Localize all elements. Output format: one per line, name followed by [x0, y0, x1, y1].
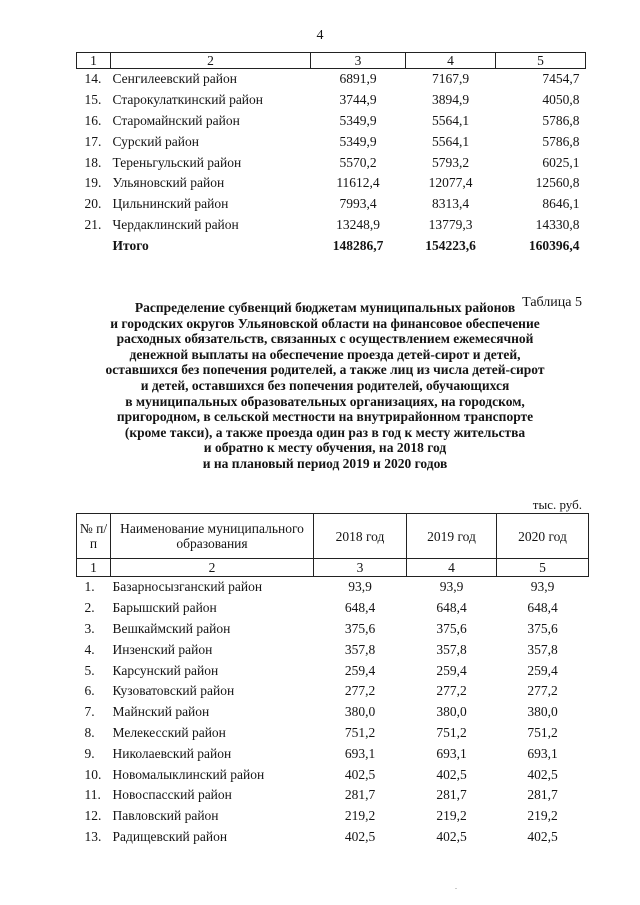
table-cell: Ульяновский район — [112, 175, 225, 191]
table-cell: Вешкаймский район — [112, 620, 231, 636]
table-cell: 21. — [84, 216, 102, 232]
table-cell: 148286,7 — [332, 237, 384, 253]
table-cell: 6025,1 — [542, 154, 580, 170]
column-number: 1 — [77, 559, 111, 577]
column-number: 5 — [496, 53, 586, 69]
table-cell: 7993,4 — [339, 196, 377, 212]
subvention-table — [76, 513, 589, 847]
table-cell: 7454,7 — [542, 71, 580, 87]
table-cell: 402,5 — [527, 766, 558, 782]
table-cell: 380,0 — [344, 704, 376, 720]
table-cell: 259,4 — [344, 662, 376, 678]
table-cell: 8313,4 — [431, 196, 470, 212]
table-cell: 277,2 — [344, 683, 376, 699]
table-cell: 17. — [84, 133, 102, 149]
title-line: денежной выплаты на обеспечение проезда детей-сирот и детей, — [129, 346, 521, 362]
table-cell: 13. — [84, 828, 102, 844]
column-number: 4 — [406, 53, 496, 69]
table-cell: 16. — [84, 112, 102, 128]
table-row — [77, 215, 586, 236]
table-cell: Итого — [112, 237, 149, 253]
table-cell: 4050,8 — [542, 92, 580, 108]
col-name-header: Наименование муниципального образования — [111, 514, 314, 559]
table-row — [77, 806, 589, 827]
table-cell: Мелекесский район — [112, 724, 226, 740]
table-cell: 648,4 — [344, 600, 376, 616]
table-cell: 3744,9 — [339, 92, 377, 108]
title-line: расходных обязательств, связанных с осуществлением ежемесячной — [116, 331, 534, 347]
table-cell: 277,2 — [436, 683, 467, 699]
table-cell: 693,1 — [436, 745, 467, 761]
title-line: (кроме такси), а также проезда один раз в год к месту жительства — [124, 424, 526, 440]
table-cell: 693,1 — [527, 745, 558, 761]
table-cell: 19. — [84, 175, 102, 191]
table-cell — [77, 235, 111, 256]
table-cell: 154223,6 — [425, 237, 476, 253]
table-label: Таблица 5 — [522, 295, 582, 310]
table-row — [77, 827, 589, 848]
table-cell: 259,4 — [527, 662, 558, 678]
table-row — [77, 660, 589, 681]
page-number: 4 — [316, 28, 324, 43]
table-row — [77, 785, 589, 806]
table-cell: 281,7 — [436, 787, 467, 803]
table-cell: 11612,4 — [336, 175, 380, 191]
table-row — [77, 743, 589, 764]
table-title — [60, 300, 590, 472]
table-cell: 1. — [84, 579, 95, 595]
table-cell: 380,0 — [436, 704, 467, 720]
table-cell: Карсунский район — [112, 662, 219, 678]
table-cell: 15. — [84, 92, 102, 108]
table-cell: Николаевский район — [112, 745, 232, 761]
table-cell: Барышский район — [112, 600, 217, 616]
table-cell: Чердаклинский район — [112, 216, 239, 232]
table-cell: 648,4 — [527, 600, 558, 616]
column-number: 3 — [314, 559, 407, 577]
title-line: и на плановый период 2019 и 2020 годов — [202, 455, 448, 471]
title-line: Распределение субвенций бюджетам муниципальных районов — [134, 300, 516, 315]
table-cell: 219,2 — [344, 808, 376, 824]
table-cell: 12077,4 — [428, 175, 473, 191]
col-2018-header: 2018 год — [314, 514, 407, 559]
title-line: и городских округов Ульяновской области на финансовое обеспечение — [110, 315, 540, 331]
table-cell: Павловский район — [112, 808, 219, 824]
table-cell: Старомайнский район — [112, 112, 240, 128]
title-line: в муниципальных образовательных организациях, на городском, — [125, 393, 525, 409]
table-cell: 402,5 — [344, 828, 376, 844]
table-row — [77, 598, 589, 619]
table-cell: 402,5 — [436, 828, 467, 844]
table-cell: 357,8 — [344, 641, 376, 657]
table-cell: 11. — [84, 787, 101, 803]
table-cell: 281,7 — [344, 787, 376, 803]
table-cell: 6. — [84, 683, 95, 699]
title-line: оставшихся без попечения родителей, а также лиц из числа детей-сирот — [105, 362, 545, 378]
table-cell: 219,2 — [527, 808, 558, 824]
table-row — [77, 619, 589, 640]
table-cell: 375,6 — [344, 620, 376, 636]
column-number: 5 — [497, 559, 589, 577]
table-cell: Тереньгульский район — [112, 154, 242, 170]
table-row — [77, 90, 586, 111]
table-row — [77, 152, 586, 173]
col-2020-header: 2020 год — [497, 514, 589, 559]
table-continued — [76, 52, 586, 256]
table-cell: 5564,1 — [431, 112, 470, 128]
column-number: 2 — [111, 559, 314, 577]
table-cell: Базарносызганский район — [112, 579, 263, 595]
total-row — [77, 235, 586, 256]
table-cell: 402,5 — [436, 766, 467, 782]
table-cell: 14. — [84, 71, 102, 87]
table-cell: 4. — [84, 641, 95, 657]
table-cell: 402,5 — [344, 766, 376, 782]
column-header-row — [77, 514, 589, 559]
table-cell: Кузоватовский район — [112, 683, 235, 699]
table-cell: 5793,2 — [431, 154, 470, 170]
table-row — [77, 577, 589, 598]
units-label: тыс. руб. — [532, 497, 582, 512]
table-cell: 9. — [84, 745, 95, 761]
column-number: 3 — [311, 53, 406, 69]
scan-mark: . — [455, 882, 457, 891]
column-number-row — [77, 53, 586, 69]
table-cell: 281,7 — [527, 787, 558, 803]
column-number: 2 — [111, 53, 311, 69]
table-cell: Новоспасский район — [112, 787, 232, 803]
table-cell: 13248,9 — [336, 216, 380, 232]
table-cell: 160396,4 — [528, 237, 580, 253]
table-cell: 5786,8 — [542, 133, 580, 149]
table-cell: 7167,9 — [431, 71, 470, 87]
table-cell: 693,1 — [344, 745, 376, 761]
title-line: и обратно к месту обучения, на 2018 год — [203, 440, 447, 456]
table-cell: 18. — [84, 154, 102, 170]
table-row — [77, 131, 586, 152]
table-cell: 93,9 — [530, 579, 555, 595]
table-row — [77, 639, 589, 660]
table-cell: 375,6 — [436, 620, 467, 636]
table-cell: 20. — [84, 196, 102, 212]
table-cell: 3. — [84, 620, 95, 636]
table-cell: 751,2 — [436, 724, 467, 740]
table-row — [77, 194, 586, 215]
table-cell: 5786,8 — [542, 112, 580, 128]
column-number: 4 — [407, 559, 497, 577]
table-cell: Сурский район — [112, 133, 199, 149]
table-row — [77, 69, 586, 90]
table-cell: 219,2 — [436, 808, 467, 824]
table-cell: 375,6 — [527, 620, 558, 636]
table-cell: Радищевский район — [112, 828, 228, 844]
table-cell: 93,9 — [439, 579, 464, 595]
table-cell: 357,8 — [527, 641, 558, 657]
table-cell: 5570,2 — [339, 154, 377, 170]
table-row — [77, 681, 589, 702]
table-cell: Майнский район — [112, 704, 210, 720]
table-cell: 8646,1 — [542, 196, 580, 212]
table-cell: 751,2 — [527, 724, 558, 740]
table-cell: 648,4 — [436, 600, 467, 616]
table-cell: 277,2 — [527, 683, 558, 699]
table-cell: 380,0 — [527, 704, 558, 720]
table-cell: 402,5 — [527, 828, 558, 844]
table-cell: 5349,9 — [339, 133, 377, 149]
table-cell: 14330,8 — [535, 216, 580, 232]
table-cell: 2. — [84, 600, 95, 616]
table-cell: Инзенский район — [112, 641, 213, 657]
table-cell: 5564,1 — [431, 133, 470, 149]
table-row — [77, 764, 589, 785]
title-line: пригородном, в сельской местности на внутрирайонном транспорте — [116, 409, 534, 425]
table-row — [77, 702, 589, 723]
table-cell: 259,4 — [436, 662, 467, 678]
table-cell: Сенгилеевский район — [112, 71, 237, 87]
table-cell: 12. — [84, 808, 102, 824]
table-cell: 7. — [84, 704, 95, 720]
col-2019-header: 2019 год — [407, 514, 497, 559]
table-cell: 357,8 — [436, 641, 467, 657]
table-cell: 6891,9 — [339, 71, 377, 87]
table-cell: 93,9 — [348, 579, 372, 595]
column-number: 1 — [77, 53, 111, 69]
table-cell: 13779,3 — [428, 216, 473, 232]
table-cell: Новомалыклинский район — [112, 766, 265, 782]
table-cell: 3894,9 — [431, 92, 470, 108]
table-cell: Цильнинский район — [112, 196, 229, 212]
table-row — [77, 723, 589, 744]
table-row — [77, 111, 586, 132]
table-cell: 8. — [84, 724, 95, 740]
table-cell: 12560,8 — [535, 175, 580, 191]
table-cell: 751,2 — [344, 724, 376, 740]
title-line: и детей, оставшихся без попечения родителей, обучающихся — [140, 377, 510, 393]
column-number-row — [77, 559, 589, 577]
table-cell: 10. — [84, 766, 102, 782]
table-cell: 5349,9 — [339, 112, 377, 128]
table-row — [77, 173, 586, 194]
col-number-header: № п/п — [77, 514, 111, 559]
table-cell: Старокулаткинский район — [112, 92, 264, 108]
table-cell: 5. — [84, 662, 95, 678]
